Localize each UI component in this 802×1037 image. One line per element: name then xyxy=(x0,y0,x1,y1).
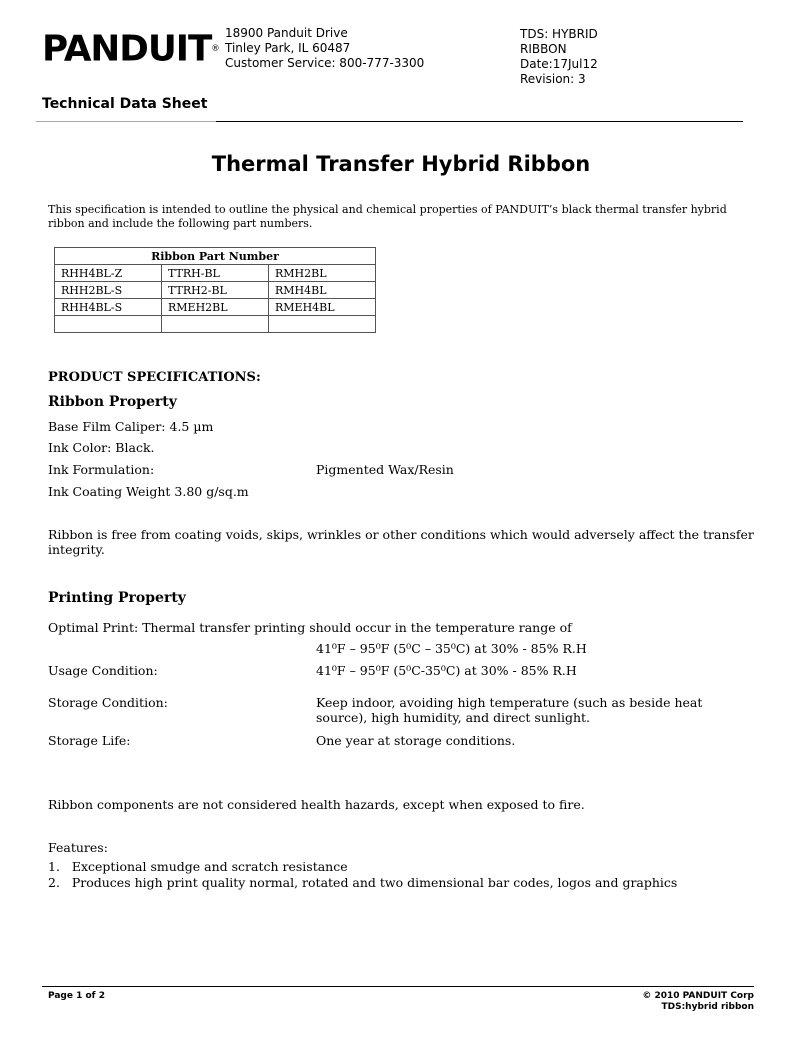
cell: RHH4BL-Z xyxy=(55,265,162,282)
base-film: Base Film Caliper: 4.5 µm xyxy=(48,419,214,434)
divider xyxy=(216,121,743,122)
printing-property-heading: Printing Property xyxy=(48,590,186,606)
tds-line: TDS: HYBRID xyxy=(520,27,598,41)
address-line: Tinley Park, IL 60487 xyxy=(225,41,351,55)
doc-id: TDS:hybrid ribbon xyxy=(661,1002,754,1012)
cell xyxy=(55,316,162,333)
tds-line: Revision: 3 xyxy=(520,72,586,86)
cell xyxy=(162,316,269,333)
cell: RMEH2BL xyxy=(162,299,269,316)
logo-text: PANDUIT xyxy=(42,27,212,70)
part-number-table xyxy=(54,247,376,333)
cell: RMEH4BL xyxy=(269,299,376,316)
panduit-logo: PANDUIT® xyxy=(42,27,219,70)
tds-line: Date:17Jul12 xyxy=(520,57,598,71)
page-title: Thermal Transfer Hybrid Ribbon xyxy=(211,152,591,176)
usage-value: 41⁰F – 95⁰F (5⁰C-35⁰C) at 30% - 85% R.H xyxy=(316,663,577,678)
coating-weight: Ink Coating Weight 3.80 g/sq.m xyxy=(48,484,249,499)
storage-value: Keep indoor, avoiding high temperature (such as beside heat source), high humidity, and direct sunlight. xyxy=(316,695,703,725)
hazard-note: Ribbon components are not considered health hazards, except when exposed to fire. xyxy=(48,797,585,812)
specs-heading: PRODUCT SPECIFICATIONS: xyxy=(48,370,261,385)
page-number: Page 1 of 2 xyxy=(48,991,105,1001)
copyright: © 2010 PANDUIT Corp xyxy=(642,991,754,1001)
usage-label: Usage Condition: xyxy=(48,663,158,678)
feature-item: 2. Produces high print quality normal, rotated and two dimensional bar codes, logos and graphics xyxy=(48,875,678,890)
intro-text: This specification is intended to outline the physical and chemical properties of PANDUIT’s black thermal transfer hybrid ribbon and include the following part numbers. xyxy=(48,203,727,230)
table-row xyxy=(55,299,376,316)
table-row xyxy=(55,282,376,299)
table-row xyxy=(55,316,376,333)
cell xyxy=(269,316,376,333)
address xyxy=(225,26,424,71)
feature-item: 1. Exceptional smudge and scratch resistance xyxy=(48,859,348,874)
table-header: Ribbon Part Number xyxy=(55,248,376,265)
footer-right xyxy=(642,991,754,1013)
ink-formulation-value: Pigmented Wax/Resin xyxy=(316,462,454,477)
cell: RHH2BL-S xyxy=(55,282,162,299)
ink-color: Ink Color: Black. xyxy=(48,440,155,455)
optimal-print: Optimal Print: Thermal transfer printing should occur in the temperature range of xyxy=(48,620,572,635)
ribbon-property-heading: Ribbon Property xyxy=(48,394,177,410)
table-row xyxy=(55,265,376,282)
tds-line: RIBBON xyxy=(520,42,567,56)
cell: TTRH-BL xyxy=(162,265,269,282)
features-label: Features: xyxy=(48,840,108,855)
ink-formulation-label: Ink Formulation: xyxy=(48,462,155,477)
divider xyxy=(36,121,216,122)
cell: RHH4BL-S xyxy=(55,299,162,316)
cell: TTRH2-BL xyxy=(162,282,269,299)
footer-divider xyxy=(42,986,754,987)
tds-info xyxy=(520,27,598,87)
life-label: Storage Life: xyxy=(48,733,131,748)
life-value: One year at storage conditions. xyxy=(316,733,516,748)
address-line: 18900 Panduit Drive xyxy=(225,26,348,40)
optimal-value: 41⁰F – 95⁰F (5⁰C – 35⁰C) at 30% - 85% R.H xyxy=(316,641,587,656)
storage-label: Storage Condition: xyxy=(48,695,168,710)
section-label: Technical Data Sheet xyxy=(42,96,208,112)
cell: RMH2BL xyxy=(269,265,376,282)
cell: RMH4BL xyxy=(269,282,376,299)
integrity-note: Ribbon is free from coating voids, skips, wrinkles or other conditions which would adversely affect the transfer integrity. xyxy=(48,527,754,557)
address-line: Customer Service: 800-777-3300 xyxy=(225,56,425,70)
